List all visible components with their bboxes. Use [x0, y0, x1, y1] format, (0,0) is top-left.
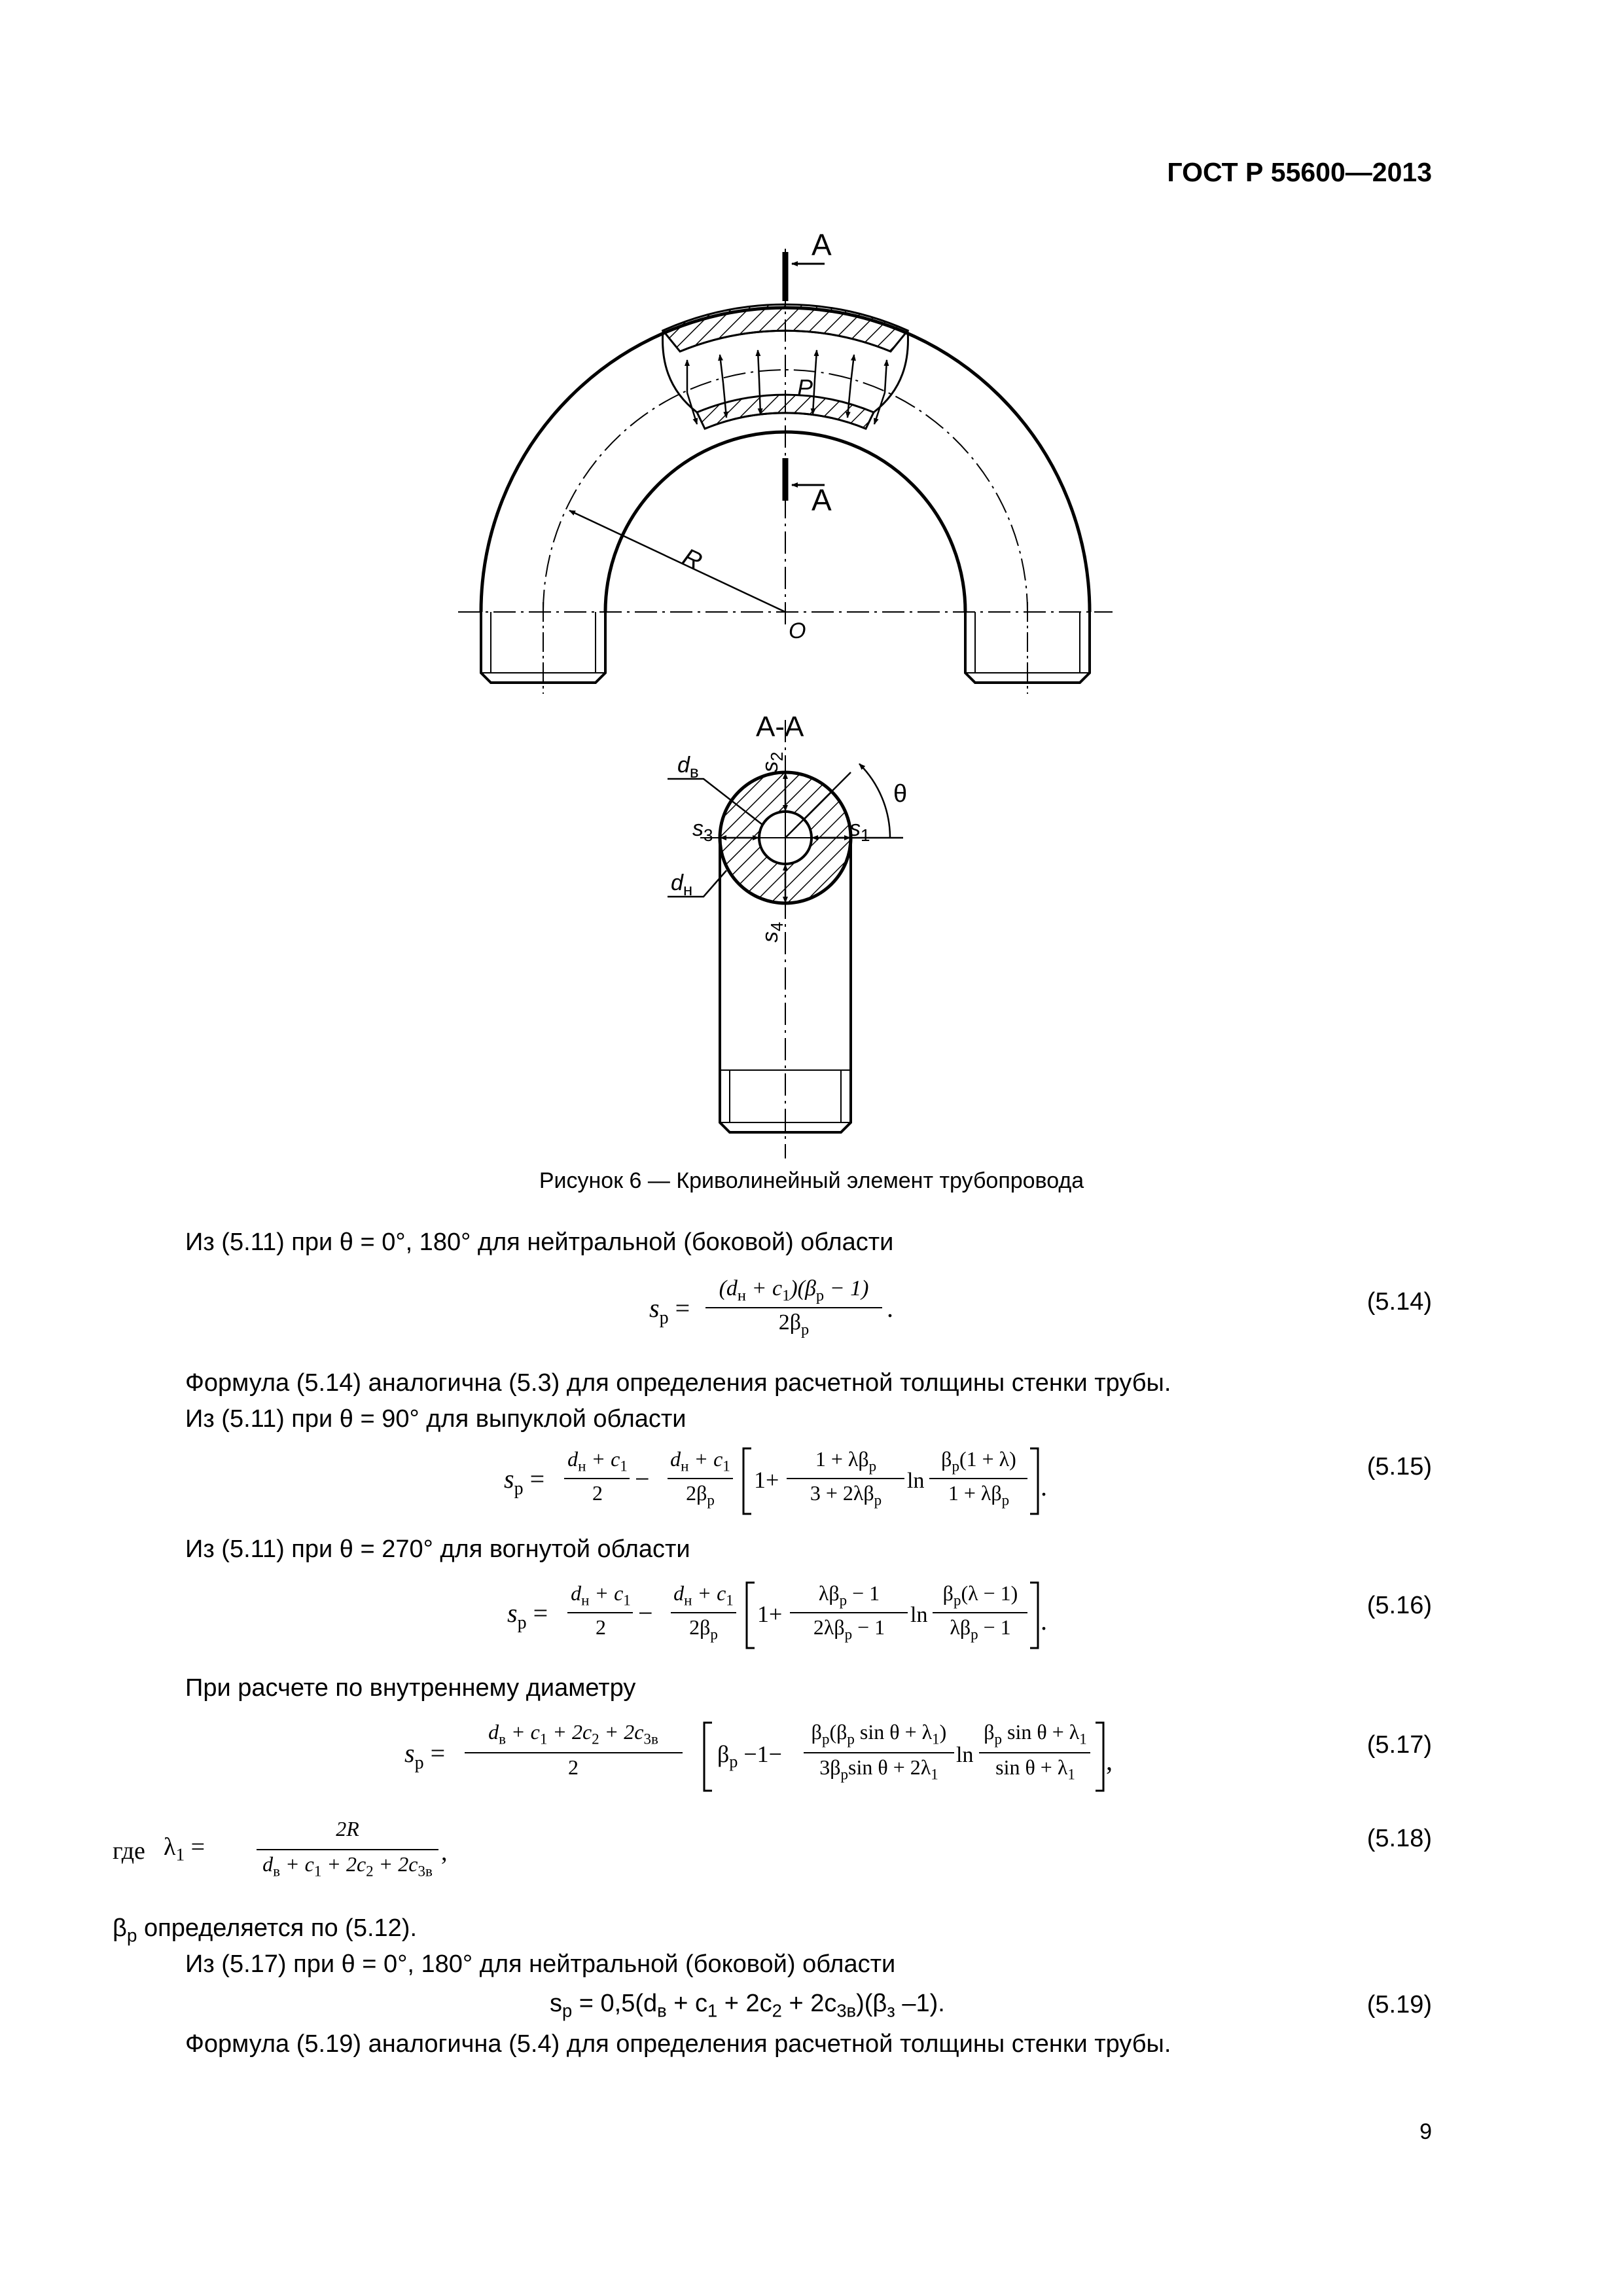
- eq18-tail: ,: [441, 1839, 448, 1866]
- equation-5-17: [404, 1715, 1177, 1800]
- s2-label: $s_2$: [758, 751, 787, 772]
- equation-5-14: [648, 1276, 975, 1348]
- eq17-f3-num: $\beta_р$ $\sin \theta + \lambda_1$: [984, 1720, 1087, 1748]
- equation-5-17-svg: [404, 1715, 1177, 1800]
- eq18-den: $d_в + c_1 + 2c_2 + 2c_{3в}$: [262, 1852, 433, 1880]
- eq19-text: $s_р = 0,5(d_в + c_1 + 2c_2 + 2c_{3в})(\beta_з$ –1).: [550, 1990, 945, 2021]
- eq16-f2-den: $2\beta_р$: [689, 1615, 718, 1643]
- eq15-f2-num: $d_н + c_1$: [670, 1447, 730, 1475]
- section-a-a-view: [668, 720, 903, 1158]
- beta-subscript: р: [126, 1925, 137, 1946]
- page-number: 9: [1419, 2119, 1432, 2144]
- equation-5-15: [504, 1443, 1093, 1522]
- eq15-minus: −: [635, 1464, 650, 1494]
- s3-label: $s_3$: [692, 816, 713, 845]
- equation-number-5-18: (5.18): [1366, 1825, 1432, 1852]
- equation-5-19: [550, 1990, 1073, 2029]
- eq15-f4-num: $\beta_р(1 + \lambda)$: [941, 1447, 1016, 1475]
- eq18-num: 2R: [336, 1817, 359, 1840]
- radius-label: R: [678, 543, 706, 576]
- eq14-numerator: $(d_н + c_1)(\beta_р - 1)$: [719, 1276, 869, 1304]
- eq15-f2-den: $2\beta_р$: [686, 1481, 715, 1509]
- equation-5-14-svg: [648, 1276, 975, 1348]
- eq15-f3-den: $3 + 2\lambda\beta_р$: [810, 1481, 882, 1509]
- equation-number-5-14: (5.14): [1366, 1288, 1432, 1316]
- eq14-lhs: $s_р$ =: [649, 1293, 690, 1328]
- eq15-f3-num: $1 + \lambda\beta_р$: [815, 1447, 877, 1475]
- eq16-lhs: $s_р$ =: [507, 1598, 548, 1633]
- eq18-lhs: $\lambda_1$ =: [164, 1833, 205, 1865]
- eq17-ln: ln: [956, 1743, 974, 1767]
- eq17-beta-minus: $\beta_р -1-$: [717, 1741, 782, 1771]
- paragraph-5: При расчете по внутреннему диаметру: [185, 1674, 636, 1702]
- eq15-f4-den: $1 + \lambda\beta_р$: [948, 1481, 1010, 1509]
- eq16-f1-num: $d_н + c_1$: [571, 1581, 631, 1609]
- eq17-f3-den: $\sin \theta + \lambda_1$: [995, 1755, 1075, 1783]
- eq15-f1-den: 2: [592, 1481, 603, 1505]
- eq16-ln: ln: [910, 1603, 928, 1627]
- dn-label: $d_н$: [671, 870, 693, 899]
- equation-5-16-svg: [507, 1577, 1096, 1656]
- equation-number-5-17: (5.17): [1366, 1731, 1432, 1759]
- s4-label: $s_4$: [758, 922, 787, 942]
- equation-5-18: [111, 1813, 504, 1892]
- paragraph-1: Из (5.11) при θ = 0°, 180° для нейтральной (боковой) области: [185, 1229, 894, 1256]
- section-label-top: А: [812, 228, 832, 262]
- section-label-bottom: А: [812, 483, 832, 517]
- s1-label: $s_1$: [849, 816, 870, 845]
- equation-number-5-16: (5.16): [1366, 1592, 1432, 1619]
- paragraph-8: Из (5.17) при θ = 0°, 180° для нейтральной (боковой) области: [185, 1950, 896, 1978]
- paragraph-7: [113, 1914, 417, 1946]
- center-label: O: [789, 619, 806, 643]
- eq16-f3-num: $\lambda\beta_р - 1$: [818, 1581, 880, 1609]
- figure-caption: Рисунок 6 — Криволинейный элемент трубопровода: [539, 1168, 1084, 1193]
- equation-5-15-svg: [504, 1443, 1093, 1522]
- theta-label: θ: [893, 780, 908, 808]
- eq15-lhs: $s_р$ =: [504, 1464, 545, 1499]
- figure-6-drawing: [458, 228, 1113, 1158]
- eq17-f2-num: $\beta_р(\beta_р$ $\sin \theta + \lambda_1$): [811, 1720, 947, 1748]
- eq16-f1-den: 2: [596, 1615, 606, 1639]
- eq16-f4-den: $\lambda\beta_р - 1$: [950, 1615, 1011, 1643]
- eq15-f1-num: $d_н + c_1$: [567, 1447, 628, 1475]
- equation-number-5-15: (5.15): [1366, 1453, 1432, 1480]
- pipe-bend-view: [458, 249, 1113, 694]
- eq15-one-plus: 1+: [754, 1467, 779, 1493]
- eq14-denominator: $2\beta_р$: [778, 1310, 810, 1338]
- paragraph-7-rest: определяется по (5.12).: [137, 1914, 418, 1942]
- section-title: А-А: [756, 711, 804, 743]
- eq17-f1-num: $d_в + c_1 + 2c_2 + 2c_{3в}$: [488, 1720, 658, 1748]
- paragraph-3: Из (5.11) при θ = 90° для выпуклой области: [185, 1405, 687, 1433]
- eq17-f2-den: $3\beta_р\sin$ $\theta + 2\lambda_1$: [819, 1755, 938, 1783]
- eq16-f4-num: $\beta_р(\lambda - 1)$: [942, 1581, 1018, 1609]
- eq16-minus: −: [638, 1598, 653, 1628]
- equation-5-16: [507, 1577, 1096, 1656]
- eq16-one-plus: 1+: [757, 1601, 783, 1627]
- eq17-tail: ,: [1106, 1746, 1113, 1776]
- eq17-f1-den: 2: [568, 1755, 579, 1779]
- eq18-prefix: где: [113, 1837, 145, 1865]
- eq16-f2-num: $d_н + c_1$: [673, 1581, 734, 1609]
- pressure-label: P: [797, 374, 813, 401]
- figure-6: [458, 228, 1113, 1158]
- document-standard-header: ГОСТ Р 55600—2013: [1167, 157, 1432, 187]
- dv-label: $d_в$: [677, 753, 699, 781]
- beta-symbol: β: [113, 1914, 127, 1942]
- eq17-lhs: $s_р$ =: [404, 1738, 446, 1773]
- eq16-f3-den: $2\lambda\beta_р - 1$: [813, 1615, 885, 1643]
- equation-5-18-svg: [111, 1813, 504, 1892]
- eq15-ln: ln: [907, 1469, 925, 1493]
- eq15-tail: .: [1041, 1472, 1047, 1501]
- eq16-tail: .: [1041, 1606, 1047, 1636]
- paragraph-2: Формула (5.14) аналогична (5.3) для определения расчетной толщины стенки трубы.: [185, 1369, 1171, 1397]
- paragraph-4: Из (5.11) при θ = 270° для вогнутой области: [185, 1535, 690, 1563]
- eq14-tail: .: [887, 1293, 893, 1323]
- paragraph-9: Формула (5.19) аналогична (5.4) для определения расчетной толщины стенки трубы.: [185, 2030, 1171, 2058]
- equation-number-5-19: (5.19): [1366, 1991, 1432, 2018]
